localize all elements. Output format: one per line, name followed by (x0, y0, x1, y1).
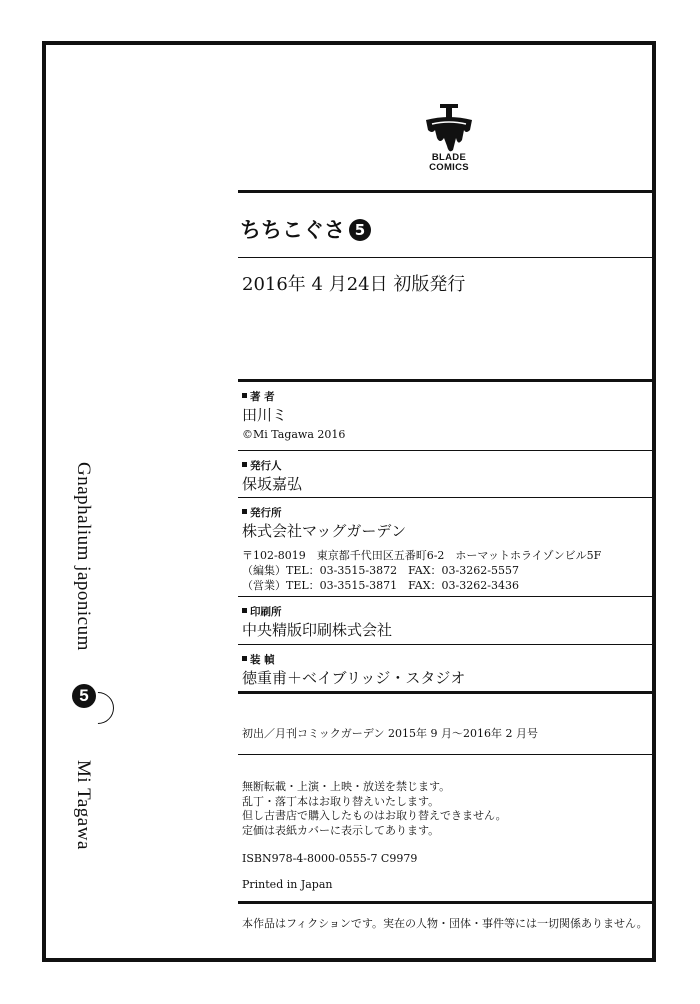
book-title (240, 214, 371, 244)
spine-volume-badge: 5 (72, 684, 96, 708)
publisher-address: 〒102-8019 東京都千代田区五番町6-2 ホーマットホライゾンビル5F (242, 549, 602, 562)
rule-bottom (238, 901, 656, 904)
bullet-square-icon (242, 608, 247, 613)
rule-credits (238, 379, 656, 382)
blade-comics-logo (420, 100, 478, 180)
spine-text (68, 462, 102, 902)
spine-title: Gnaphalium japonicum (73, 462, 94, 651)
first-edition-date: 2016年 4 月24日 初版発行 (242, 274, 466, 295)
bullet-square-icon (242, 509, 247, 514)
author-copyright: ©Mi Tagawa 2016 (242, 428, 346, 441)
author-heading: 著 者 (242, 389, 275, 404)
printer-heading: 印刷所 (242, 604, 282, 619)
first-appearance: 初出／月刊コミックガーデン 2015年 9 月～2016年 2 月号 (242, 727, 539, 740)
fiction-note: 本作品はフィクションです。実在の人物・団体・事件等には一切関係ありません。 (242, 917, 648, 930)
blade-logo-icon (420, 100, 478, 154)
isbn: ISBN978-4-8000-0555-7 C9979 (242, 852, 418, 865)
design-name: 徳重甫＋ベイブリッジ・スタジオ (242, 669, 466, 687)
notice-line: 定価は表紙カバーに表示してあります。 (242, 823, 440, 837)
author-name: 田川ミ (242, 406, 288, 424)
rule-design (238, 691, 656, 694)
rule-title (238, 257, 656, 258)
rule-top (238, 190, 656, 193)
rule-publisher (238, 596, 656, 597)
publisher-person-heading: 発行人 (242, 458, 282, 473)
notices (242, 780, 507, 838)
book-title-text: ちちこぐさ (240, 218, 345, 242)
notice-line: 但し古書店で購入したものはお取り替えできません。 (242, 809, 507, 822)
rule-publisher-person (238, 497, 656, 498)
publisher-sales: （営業）TEL：03-3515-3871 FAX：03-3262-3436 (242, 579, 519, 592)
logo-line1: BLADE (431, 152, 467, 163)
logo-line2: COMICS (429, 162, 469, 173)
notice-line: 無断転載・上演・上映・放送を禁じます。 (242, 780, 451, 793)
printer-name: 中央精版印刷株式会社 (242, 621, 393, 639)
bullet-square-icon (242, 462, 247, 467)
design-heading: 装 幀 (242, 652, 275, 667)
publisher-person-name: 保坂嘉弘 (242, 475, 303, 493)
rule-printer (238, 644, 656, 645)
publisher-heading: 発行所 (242, 505, 282, 520)
publisher-name: 株式会社マッグガーデン (242, 522, 407, 540)
spine-author: Mi Tagawa (73, 760, 94, 850)
printed-in: Printed in Japan (242, 878, 333, 891)
bullet-square-icon (242, 656, 247, 661)
publisher-editorial: （編集）TEL：03-3515-3872 FAX：03-3262-5557 (242, 564, 519, 577)
bullet-square-icon (242, 393, 247, 398)
book-volume-badge: 5 (349, 219, 371, 241)
notice-line: 乱丁・落丁本はお取り替えいたします。 (242, 794, 440, 808)
rule-first-appearance (238, 754, 656, 755)
rule-author (238, 450, 656, 451)
